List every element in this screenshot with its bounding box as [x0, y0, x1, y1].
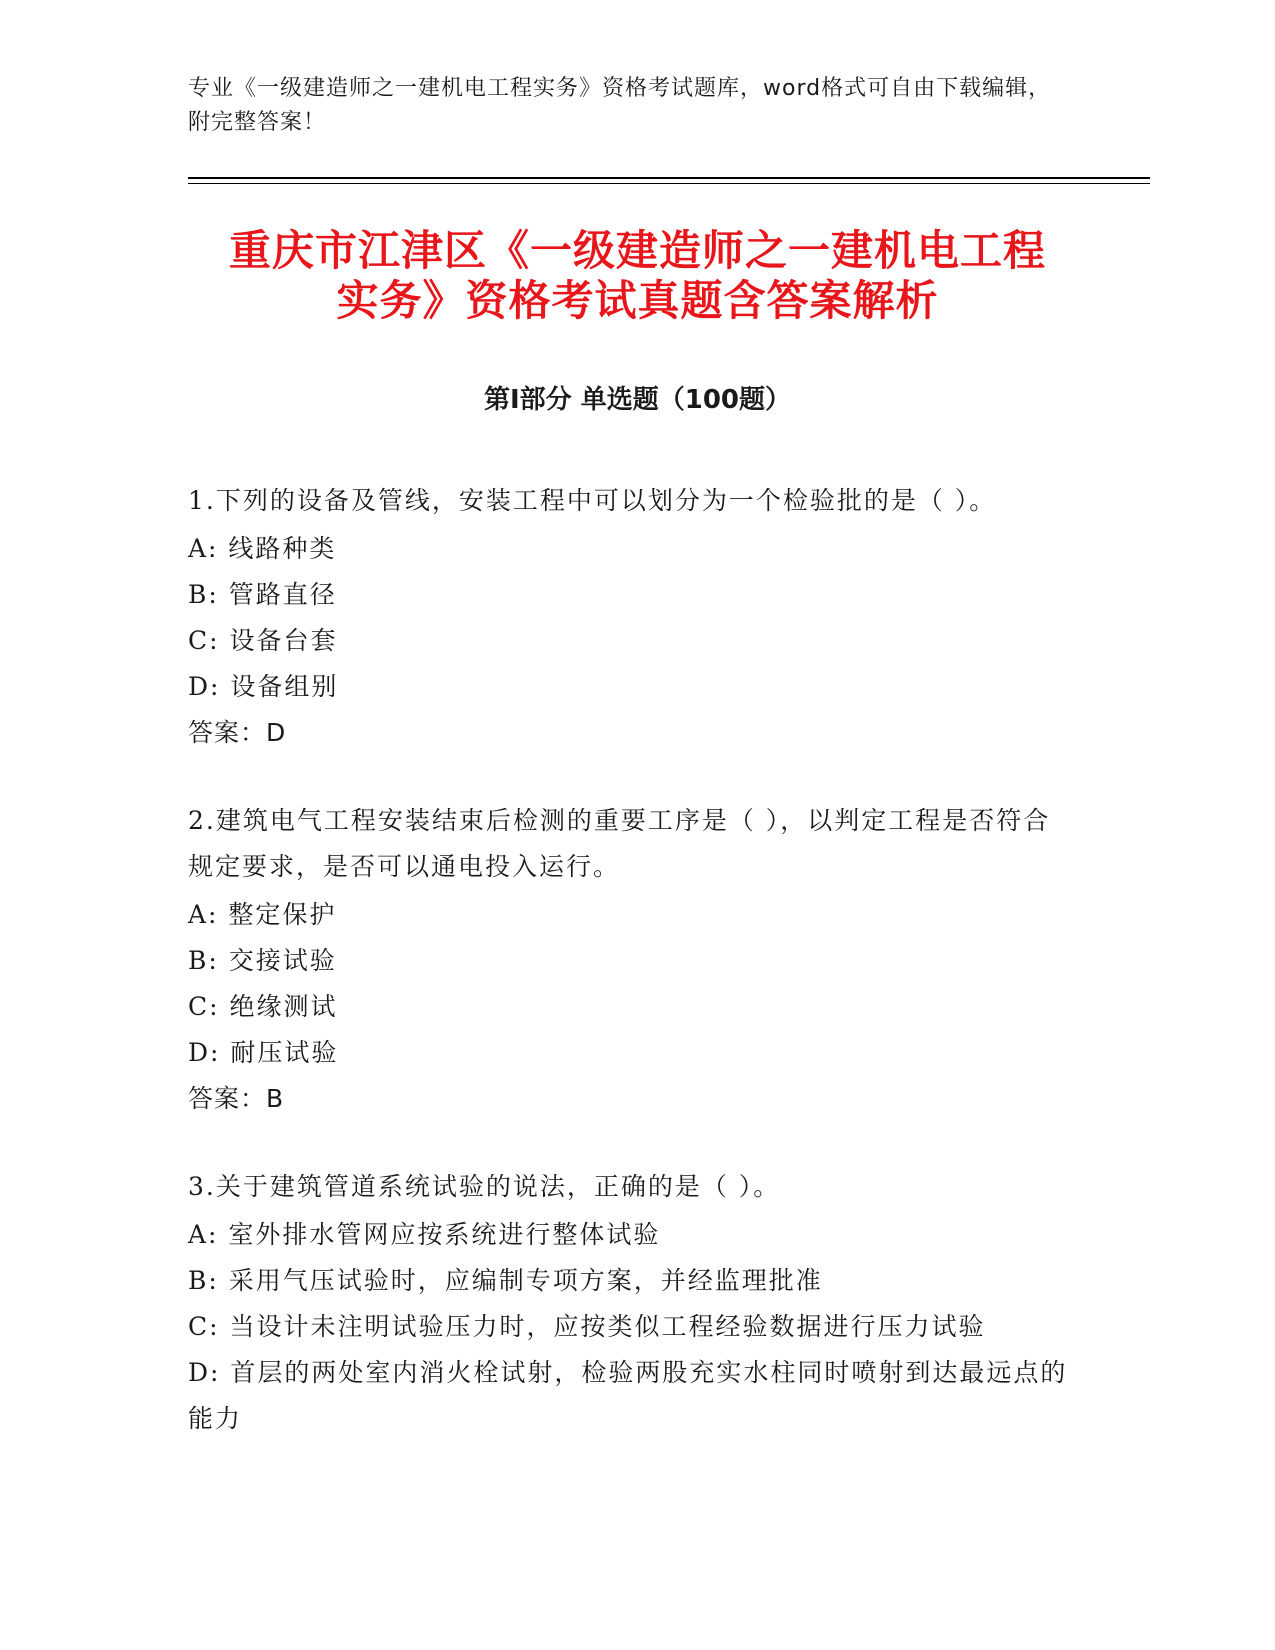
question-list	[188, 478, 1068, 1484]
option-a: A: 整定保护	[188, 900, 337, 929]
question-stem: 3.关于建筑管道系统试验的说法，正确的是（ ）。	[188, 1172, 781, 1201]
answer: 答案：D	[188, 718, 287, 747]
option-b: B: 交接试验	[188, 946, 337, 975]
option-c: C: 设备台套	[188, 626, 338, 655]
option-a: A: 室外排水管网应按系统进行整体试验	[188, 1220, 661, 1249]
option-d: D: 耐压试验	[188, 1038, 339, 1067]
option-b: B: 管路直径	[188, 580, 337, 609]
option-c: C: 绝缘测试	[188, 992, 338, 1021]
question-3	[188, 1164, 1068, 1442]
section-heading: 第Ⅰ部分 单选题（100题）	[484, 385, 791, 415]
document-title	[150, 226, 1125, 326]
header-divider-thin	[188, 183, 1150, 184]
question-stem: 2.建筑电气工程安装结束后检测的重要工序是（ ），以判定工程是否符合规定要求，是否可以通电投入运行。	[188, 806, 1051, 881]
option-b: B: 采用气压试验时，应编制专项方案，并经监理批准	[188, 1266, 823, 1295]
header-divider-thick	[188, 177, 1150, 179]
option-c: C: 当设计未注明试验压力时，应按类似工程经验数据进行压力试验	[188, 1312, 986, 1341]
answer: 答案：B	[188, 1084, 285, 1113]
header-note: 专业《一级建造师之一建机电工程实务》资格考试题库，word格式可自由下载编辑，附完整答案！	[188, 76, 1052, 135]
option-d: D: 设备组别	[188, 672, 339, 701]
title-line-1: 重庆市江津区《一级建造师之一建机电工程	[228, 226, 1046, 275]
option-a: A: 线路种类	[188, 534, 337, 563]
title-line-2: 实务》资格考试真题含答案解析	[336, 276, 939, 325]
question-2	[188, 798, 1068, 1122]
option-d: D: 首层的两处室内消火栓试射，检验两股充实水柱同时喷射到达最远点的能力	[188, 1358, 1068, 1433]
question-1	[188, 478, 1068, 756]
question-stem: 1.下列的设备及管线，安装工程中可以划分为一个检验批的是（ ）。	[188, 486, 997, 515]
